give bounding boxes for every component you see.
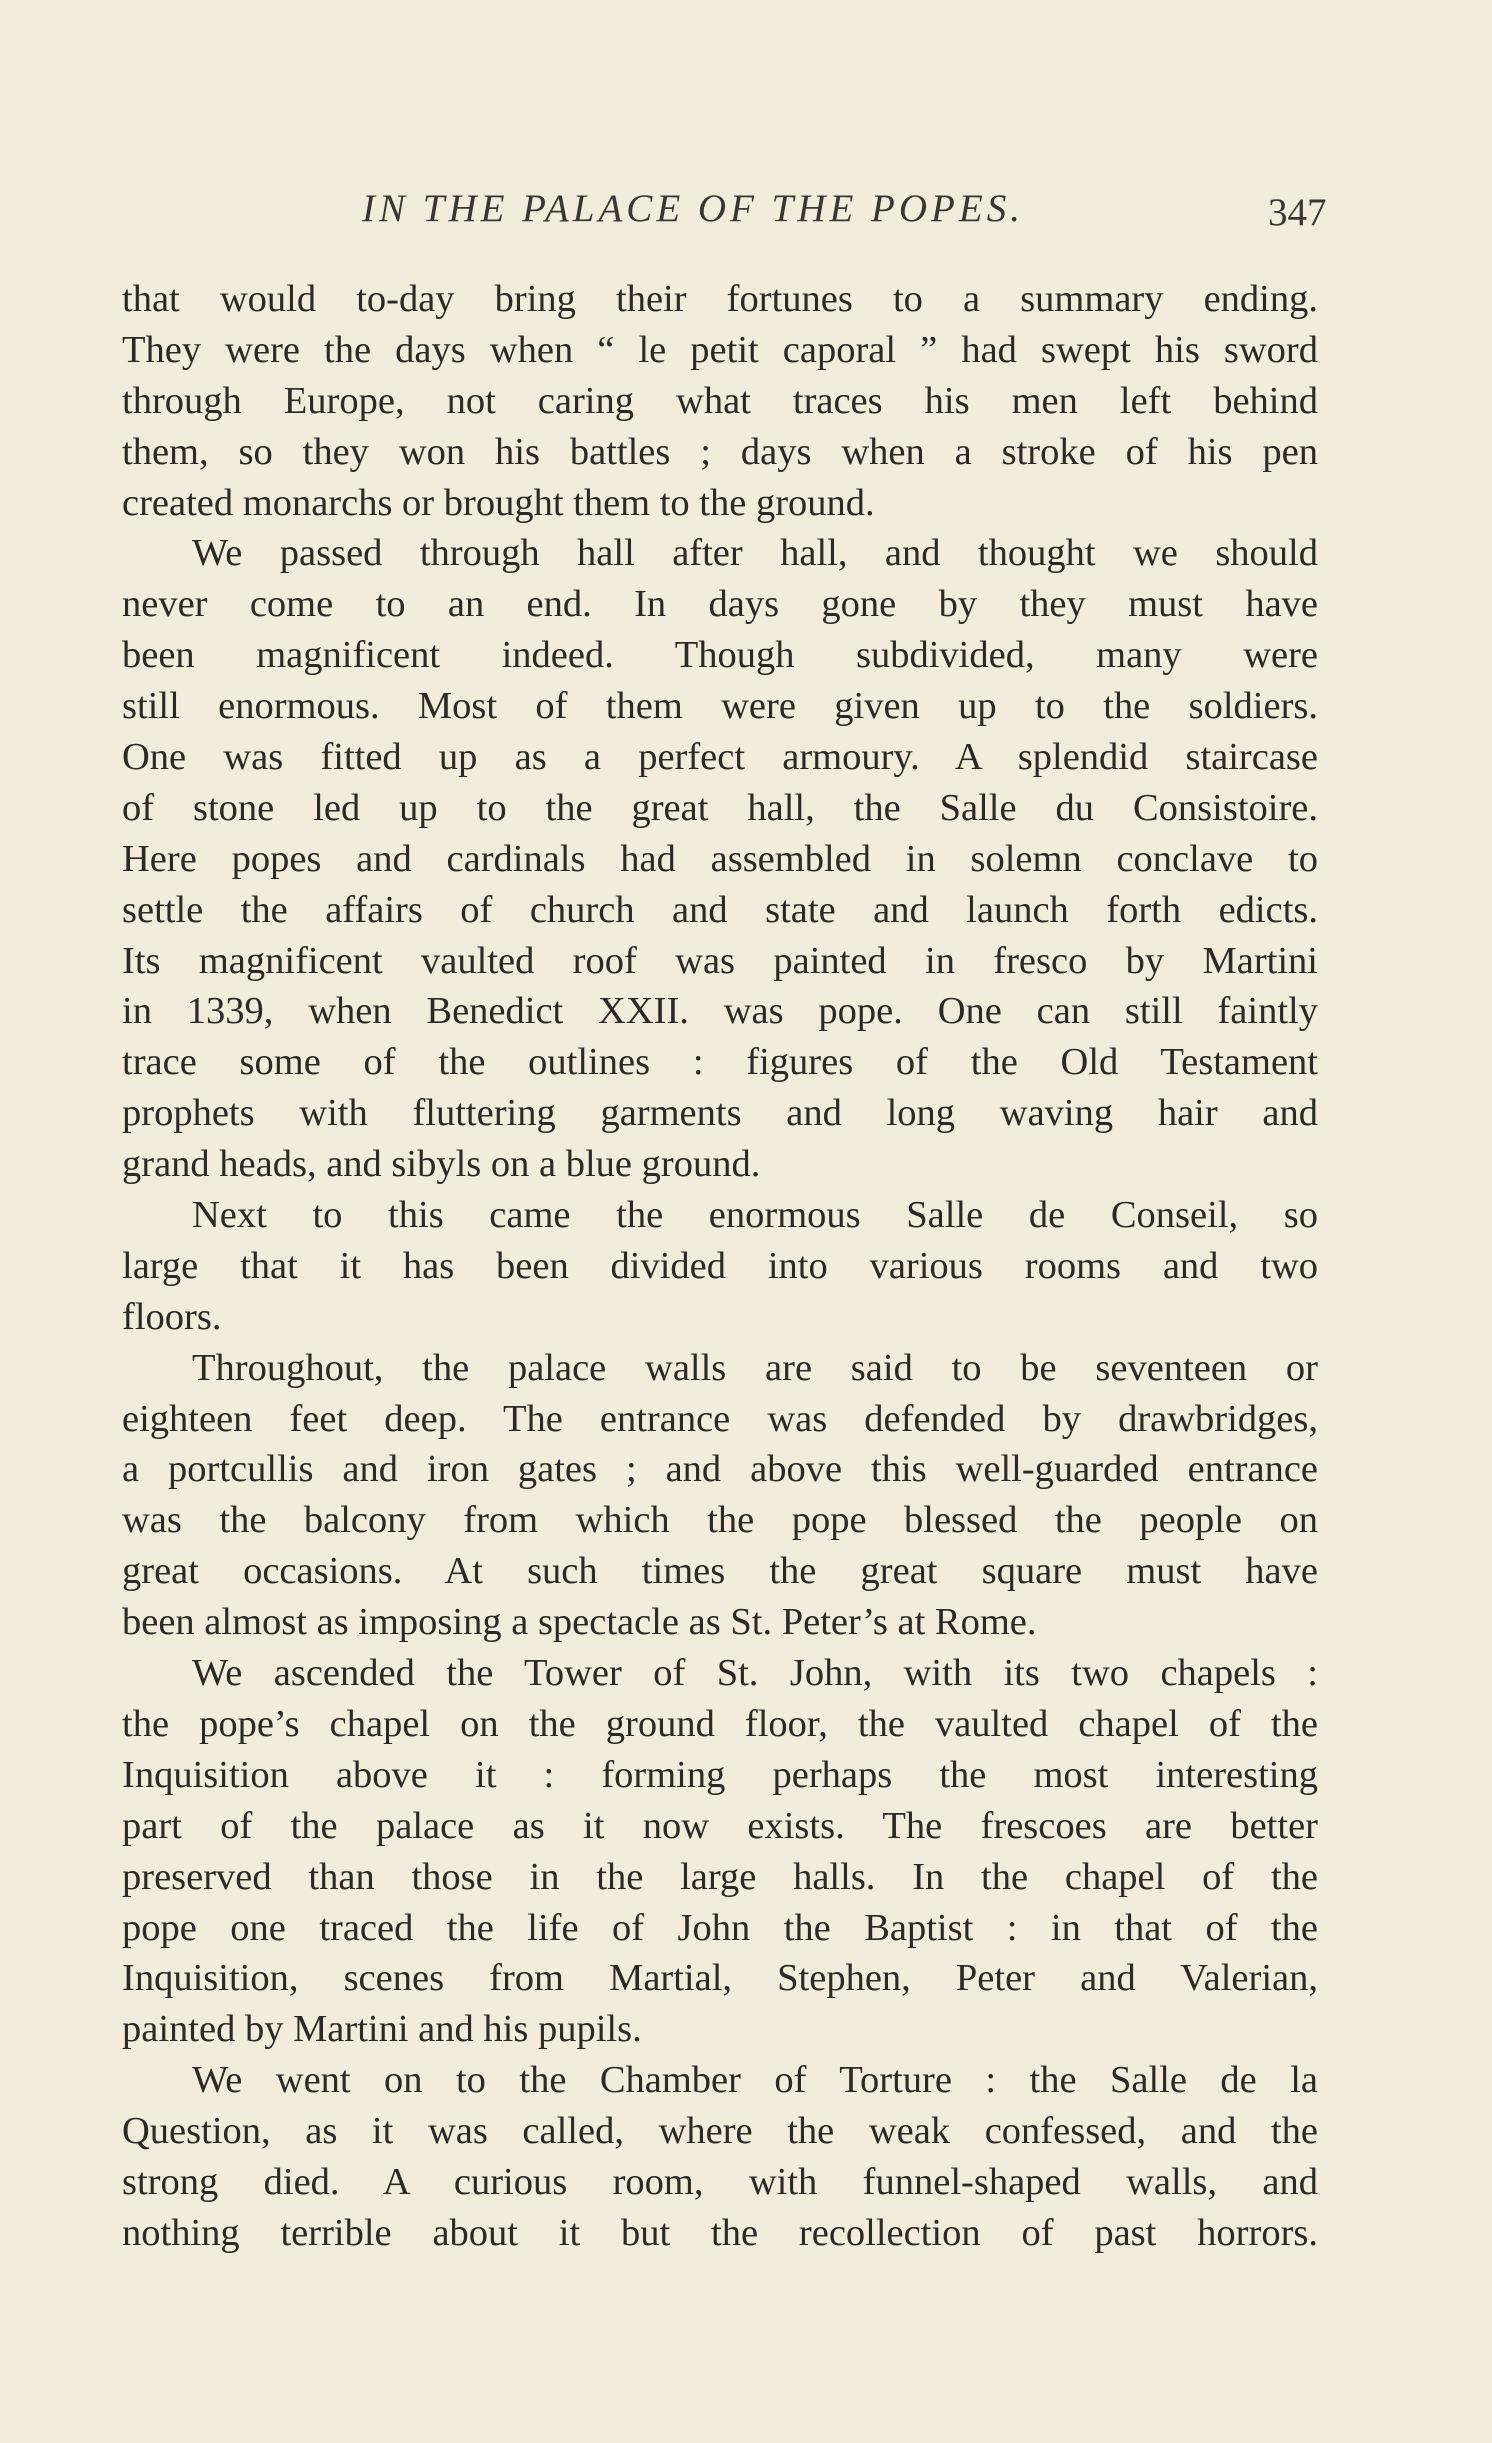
running-title: IN THE PALACE OF THE POPES. <box>362 187 1024 230</box>
paragraph <box>122 1648 1318 2055</box>
text-line: We went on to the Chamber of Torture : the Salle de la <box>192 2059 1318 2102</box>
running-head <box>120 186 1327 246</box>
paragraph <box>122 1343 1318 1648</box>
text-line: in 1339, when Benedict XXII. was pope. One can still faintly <box>122 990 1318 1033</box>
paragraph <box>122 274 1318 528</box>
text-line: preserved than those in the large halls. In the chapel of the <box>122 1855 1318 1898</box>
paragraph <box>122 2055 1318 2259</box>
text-line: through Europe, not caring what traces his men left behind <box>122 379 1318 422</box>
text-line: floors. <box>122 1295 222 1338</box>
text-line: never come to an end. In days gone by they must have <box>122 583 1318 626</box>
page-number: 347 <box>1268 191 1327 234</box>
text-line: prophets with fluttering garments and long waving hair and <box>122 1092 1318 1135</box>
text-line: painted by Martini and his pupils. <box>122 2008 642 2051</box>
text-line: settle the affairs of church and state and launch forth edicts. <box>122 888 1318 931</box>
text-line: part of the palace as it now exists. The frescoes are better <box>122 1804 1318 1847</box>
paragraph <box>122 1190 1318 1343</box>
text-line: them, so they won his battles ; days when a stroke of his pen <box>122 430 1318 473</box>
text-line: been magnificent indeed. Though subdivided, many were <box>122 634 1318 677</box>
text-line: been almost as imposing a spectacle as St. Peter’s at Rome. <box>122 1601 1037 1644</box>
text-line: grand heads, and sibyls on a blue ground. <box>122 1143 761 1186</box>
text-line: We ascended the Tower of St. John, with its two chapels : <box>192 1652 1318 1695</box>
text-line: created monarchs or brought them to the ground. <box>122 481 875 524</box>
text-line: Throughout, the palace walls are said to be seventeen or <box>192 1346 1318 1389</box>
text-line: was the balcony from which the pope blessed the people on <box>122 1499 1318 1542</box>
text-line: One was fitted up as a perfect armoury. A splendid staircase <box>122 736 1318 779</box>
body-text <box>122 274 1318 2259</box>
text-line: We passed through hall after hall, and thought we should <box>192 532 1318 575</box>
text-line: still enormous. Most of them were given up to the soldiers. <box>122 685 1318 728</box>
text-line: They were the days when “ le petit caporal ” had swept his sword <box>122 328 1318 371</box>
text-line: Next to this came the enormous Salle de Conseil, so <box>192 1194 1318 1237</box>
text-line: that would to-day bring their fortunes to a summary ending. <box>122 278 1318 320</box>
text-line: Here popes and cardinals had assembled in solemn conclave to <box>122 837 1318 880</box>
text-line: the pope’s chapel on the ground floor, the vaulted chapel of the <box>122 1702 1318 1745</box>
text-line: a portcullis and iron gates ; and above this well-guarded entrance <box>122 1448 1318 1491</box>
text-line: nothing terrible about it but the recollection of past horrors. <box>122 2211 1318 2254</box>
text-line: Inquisition, scenes from Martial, Stephen, Peter and Valerian, <box>122 1957 1318 2000</box>
text-line: of stone led up to the great hall, the Salle du Consistoire. <box>122 786 1318 829</box>
text-line: eighteen feet deep. The entrance was defended by drawbridges, <box>122 1397 1318 1440</box>
text-line: Inquisition above it : forming perhaps the most interesting <box>122 1753 1318 1796</box>
text-line: large that it has been divided into various rooms and two <box>122 1244 1318 1287</box>
text-line: pope one traced the life of John the Baptist : in that of the <box>122 1906 1318 1949</box>
text-line: strong died. A curious room, with funnel-shaped walls, and <box>122 2160 1318 2203</box>
text-line: Question, as it was called, where the weak confessed, and the <box>122 2110 1318 2153</box>
text-line: great occasions. At such times the great square must have <box>122 1550 1318 1593</box>
text-line: trace some of the outlines : figures of the Old Testament <box>122 1041 1318 1084</box>
paragraph <box>122 528 1318 1190</box>
text-line: Its magnificent vaulted roof was painted in fresco by Martini <box>122 939 1318 982</box>
